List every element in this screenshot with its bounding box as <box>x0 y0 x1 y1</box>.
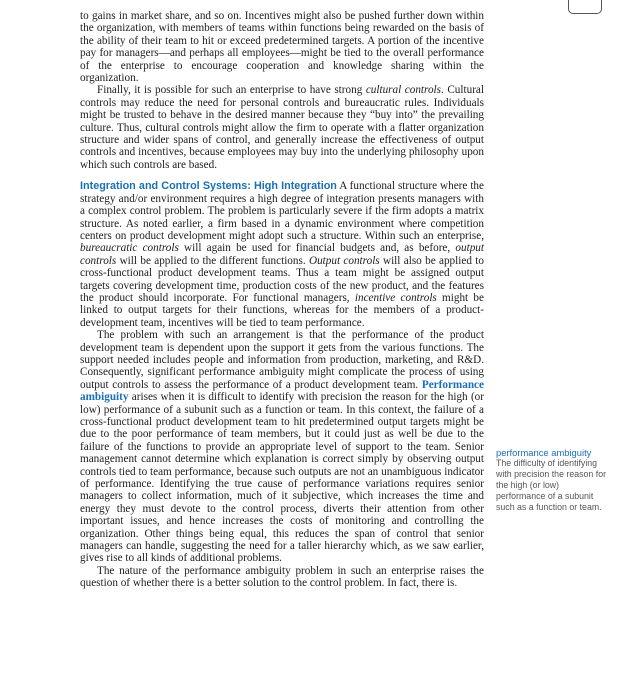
section-heading: Integration and Control Systems: High Integration <box>80 180 337 193</box>
margin-definition-text: The difficulty of identifying with precision the reason for the high (or low) performance of a subunit such as a function or team. <box>496 458 607 512</box>
term-bureaucratic-controls: bureaucratic controls <box>80 242 179 255</box>
key-term-performance-ambiguity: Performance ambiguity <box>80 378 484 404</box>
term-cultural-controls: cultural controls <box>365 84 442 97</box>
term-output-controls-2: Output controls <box>308 254 380 267</box>
margin-definition <box>496 447 609 513</box>
paragraph-closing: The nature of the performance ambiguity problem in such an enterprise raises the question of whether there is a better solution to the control problem. In fact, there is. <box>80 564 484 590</box>
paragraph-high-integration: Integration and Control Systems: High Integration A functional structure where the strategy and/or environment requires a high degree of integration presents managers with a complex control problem. The problem is particularly severe if the firm adopts a matrix structure. As noted earlier, a firm based in a dynamic environment where competition centers on product development might adopt such a structure. Within such an enterprise, bureaucratic controls will again be used for financial budgets and, as before, output controls will be applied to the different functions. Output controls will also be applied to cross-functional product development teams. Thus a team might be assigned output targets covering development time, production costs of the new product, and the features the product should incorporate. For functional managers, incentive controls might be linked to output targets for their functions, whereas for the members of a product-development team, incentives will be tied to team performance. <box>80 180 484 329</box>
term-output-controls: output controls <box>80 242 484 267</box>
paragraph-cultural-controls: Finally, it is possible for such an enterprise to have strong cultural controls. Cultural controls may reduce the need for personal controls and bureaucratic rules. Individuals might be trusted to behave in the desired manner because they “buy into” the prevailing culture. Thus, cultural controls might allow the firm to operate with a flatter organization structure and wider spans of control, and generally increase the effectiveness of output controls and incentives, because employees may buy into the underlying philosophy upon which such controls are based. <box>80 84 484 171</box>
paragraph-incentives: to gains in market share, and so on. Incentives might also be pushed further down within the organization, with members of teams within functions being rewarded on the basis of the ability of their team to hit or exceed predetermined targets. A portion of the incentive pay for managers—and perhaps all employees—might be tied to the overall performance of the enterprise to encourage cooperation and knowledge sharing within the organization. <box>80 10 484 85</box>
paragraph-performance-ambiguity: The problem with such an arrangement is that the performance of the product development team is dependent upon the support it gets from the various functions. The support needed includes people and information from production, marketing, and R&D. Consequently, significant performance ambiguity might complicate the process of using output controls to assess the performance of a product development team. Performance ambiguity arises when it is difficult to identify with precision the reason for the high (or low) performance of a subunit such as a function or team. In this context, the failure of a cross-functional product development team to hit predetermined output targets might be due to the poor performance of team members, but it could just as well be due to the failure of the functions to provide an appropriate level of support to the team. Senior management cannot determine which explanation is correct simply by observing output controls tied to team performance, because such outputs are not an unambiguous indicator of performance. Identifying the true cause of performance variations requires senior managers to collect information, much of it subjective, which increases the time and energy they must devote to the control process, diverts their attention from other important issues, and hence increases the costs of monitoring and controlling the organization. Other things being equal, this reduces the span of control that senior managers can handle, suggesting the need for a taller hierarchy which, as we saw earlier, gives rise to all kinds of additional problems. <box>80 329 484 565</box>
page-body <box>80 10 484 590</box>
page-corner-box <box>568 0 602 14</box>
term-incentive-controls: incentive controls <box>354 291 437 304</box>
margin-term: performance ambiguity <box>496 447 592 458</box>
